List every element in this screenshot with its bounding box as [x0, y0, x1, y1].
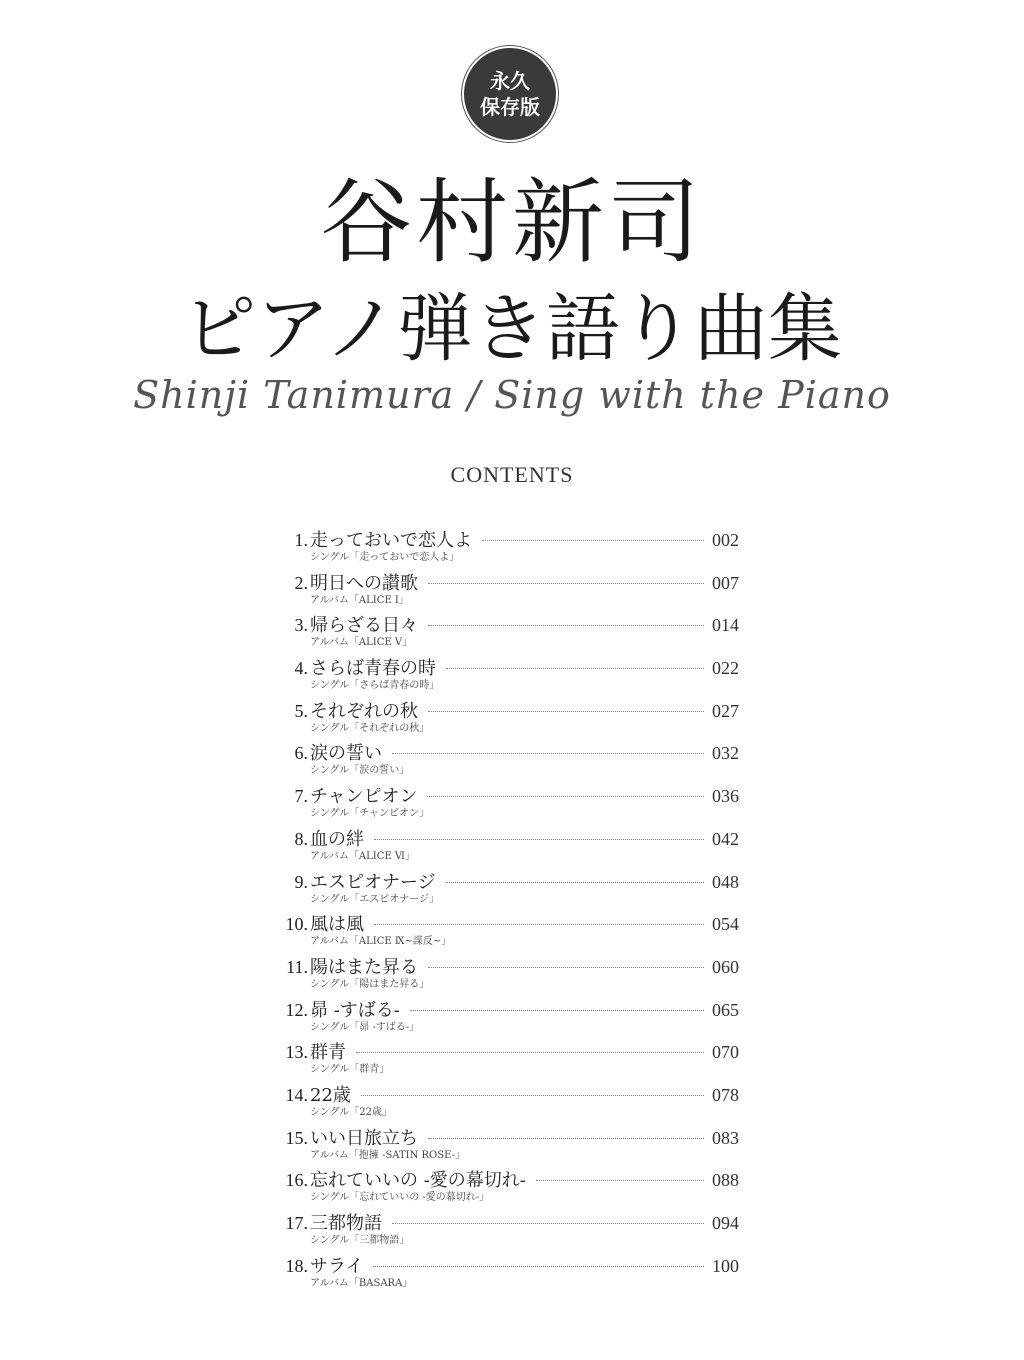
toc-entry-row — [270, 825, 750, 851]
entry-title: チャンピオン — [310, 786, 418, 808]
dot-leader — [361, 1095, 704, 1096]
toc-entry-row — [270, 910, 750, 936]
entry-source: シングル「エスピオナージ」 — [310, 893, 440, 905]
entry-title: 群青 — [310, 1042, 346, 1064]
entry-number: 8. — [294, 828, 308, 849]
entry-page: 100 — [712, 1255, 739, 1276]
toc-entry-row — [270, 868, 750, 894]
entry-source: シングル「走っておいで恋人よ」 — [310, 552, 460, 563]
entry-source: アルバム「BASARA」 — [310, 1277, 413, 1289]
entry-title: 忘れていいの -愛の幕切れ- — [310, 1170, 526, 1192]
entry-page: 002 — [712, 530, 739, 550]
toc-entry[interactable] — [270, 1038, 750, 1081]
entry-title: 涙の誓い — [310, 743, 382, 765]
toc-entry[interactable] — [270, 825, 750, 868]
toc-entry-row — [270, 1166, 750, 1192]
entry-page: 094 — [712, 1213, 739, 1233]
entry-title: 風は風 — [310, 914, 364, 936]
entry-page: 054 — [712, 914, 739, 935]
dot-leader — [374, 839, 704, 840]
badge-line-1: 永久 — [490, 69, 530, 93]
dot-leader — [446, 882, 704, 883]
entry-source: アルバム「ALICE I」 — [310, 594, 409, 606]
toc-entry-row — [270, 1209, 750, 1235]
entry-page: 078 — [712, 1084, 739, 1105]
entry-number: 16. — [285, 1170, 308, 1191]
entry-source: シングル「それぞれの秋」 — [310, 722, 430, 734]
entry-title: 昴 -すばる- — [310, 999, 400, 1021]
permanent-edition-badge — [464, 48, 556, 140]
toc-entry-row — [270, 953, 750, 979]
entry-page: 027 — [712, 700, 739, 721]
toc-entry[interactable] — [270, 782, 750, 825]
toc-entry[interactable] — [270, 1081, 750, 1124]
toc-entry[interactable] — [270, 1252, 750, 1295]
entry-number: 3. — [294, 615, 308, 636]
entry-page: 007 — [712, 572, 739, 593]
entry-title: 陽はまた昇る — [310, 956, 418, 978]
entry-title: 走っておいで恋人よ — [310, 530, 472, 551]
entry-title: サライ — [310, 1255, 364, 1277]
entry-source: シングル「さらば青春の時」 — [310, 680, 440, 692]
dot-leader — [428, 583, 704, 584]
entry-page: 083 — [712, 1127, 739, 1148]
entry-page: 048 — [712, 871, 739, 892]
badge-line-2: 保存版 — [480, 95, 540, 119]
toc-entry[interactable] — [270, 739, 750, 782]
entry-source: シングル「昴 -すばる-」 — [310, 1021, 420, 1033]
entry-page: 070 — [712, 1042, 739, 1063]
dot-leader — [410, 1010, 704, 1011]
entry-source: シングル「陽はまた昇る」 — [310, 978, 430, 990]
entry-source: シングル「チャンピオン」 — [310, 808, 429, 820]
toc-entry-row — [270, 1038, 750, 1064]
dot-leader — [356, 1052, 704, 1053]
entry-title: 三都物語 — [310, 1213, 382, 1234]
dot-leader — [446, 668, 704, 669]
toc-entry[interactable] — [270, 1166, 750, 1209]
entry-number: 18. — [285, 1255, 308, 1276]
entry-title: さらば青春の時 — [310, 658, 436, 680]
toc-entry[interactable] — [270, 910, 750, 953]
entry-title: 22歳 — [310, 1084, 351, 1106]
entry-page: 032 — [712, 743, 739, 764]
entry-page: 088 — [712, 1170, 739, 1191]
entry-title: 血の絆 — [310, 828, 364, 850]
entry-source: シングル「涙の誓い」 — [310, 765, 410, 777]
entry-page: 022 — [712, 658, 739, 679]
toc-entry[interactable] — [270, 526, 750, 569]
entry-page: 060 — [712, 956, 739, 977]
entry-number: 5. — [294, 700, 308, 721]
entry-number: 10. — [285, 914, 308, 935]
entry-source: シングル「忘れていいの -愛の幕切れ-」 — [310, 1192, 490, 1204]
entry-number: 6. — [294, 743, 308, 764]
entry-title: 明日への讃歌 — [310, 572, 418, 594]
dot-leader — [392, 1223, 704, 1224]
toc-entry[interactable] — [270, 953, 750, 996]
toc-entry-row — [270, 526, 750, 552]
entry-page: 014 — [712, 615, 739, 636]
english-title: Shinji Tanimura / Sing with the Piano — [133, 373, 891, 417]
entry-number: 17. — [285, 1213, 308, 1233]
entry-page: 065 — [712, 999, 739, 1020]
dot-leader — [428, 1138, 704, 1139]
entry-number: 9. — [294, 871, 308, 892]
dot-leader — [536, 1180, 704, 1181]
table-of-contents — [270, 526, 750, 1294]
toc-entry-row — [270, 611, 750, 637]
entry-title: それぞれの秋 — [310, 700, 418, 722]
dot-leader — [482, 540, 704, 541]
entry-number: 12. — [285, 999, 308, 1020]
dot-leader — [428, 625, 704, 626]
entry-number: 1. — [294, 530, 308, 550]
entry-number: 15. — [285, 1127, 308, 1148]
toc-entry[interactable] — [270, 996, 750, 1039]
toc-entry[interactable] — [270, 569, 750, 612]
entry-source: アルバム「ALICE Ⅸ~謀反~」 — [310, 936, 452, 948]
entry-number: 7. — [294, 786, 308, 807]
toc-entry-row — [270, 1124, 750, 1150]
toc-entry-row — [270, 739, 750, 765]
entry-page: 042 — [712, 828, 739, 849]
entry-source: アルバム「ALICE Ⅵ」 — [310, 850, 415, 862]
entry-number: 11. — [286, 956, 308, 977]
toc-entry[interactable] — [270, 697, 750, 740]
entry-source: アルバム「抱擁 -SATIN ROSE-」 — [310, 1149, 465, 1161]
entry-source: アルバム「ALICE V」 — [310, 637, 413, 649]
toc-entry-row — [270, 996, 750, 1022]
entry-title: エスピオナージ — [310, 871, 436, 893]
entry-title: いい日旅立ち — [310, 1127, 418, 1149]
toc-entry[interactable] — [270, 654, 750, 697]
entry-source: シングル「群青」 — [310, 1064, 390, 1076]
book-subtitle: ピアノ弾き語り曲集 — [181, 286, 843, 372]
entry-number: 14. — [285, 1084, 308, 1105]
toc-entry[interactable] — [270, 1124, 750, 1167]
entry-source: シングル「22歳」 — [310, 1106, 392, 1118]
contents-heading: CONTENTS — [450, 462, 574, 487]
toc-entry-row — [270, 782, 750, 808]
entry-page: 036 — [712, 786, 739, 807]
dot-leader — [373, 1266, 704, 1267]
toc-entry[interactable] — [270, 611, 750, 654]
toc-entry-row — [270, 1252, 750, 1278]
entry-number: 2. — [294, 572, 308, 593]
entry-number: 13. — [285, 1042, 308, 1063]
toc-entry[interactable] — [270, 1209, 750, 1252]
dot-leader — [374, 924, 704, 925]
toc-entry-row — [270, 569, 750, 595]
entry-title: 帰らざる日々 — [310, 615, 418, 637]
toc-entry-row — [270, 1081, 750, 1107]
entry-source: シングル「三都物語」 — [310, 1235, 410, 1246]
dot-leader — [392, 753, 704, 754]
dot-leader — [428, 711, 704, 712]
dot-leader — [427, 796, 704, 797]
toc-entry-row — [270, 697, 750, 723]
book-title: 谷村新司 — [319, 169, 704, 276]
toc-entry-row — [270, 654, 750, 680]
toc-entry[interactable] — [270, 868, 750, 911]
entry-number: 4. — [294, 658, 308, 679]
dot-leader — [428, 967, 704, 968]
